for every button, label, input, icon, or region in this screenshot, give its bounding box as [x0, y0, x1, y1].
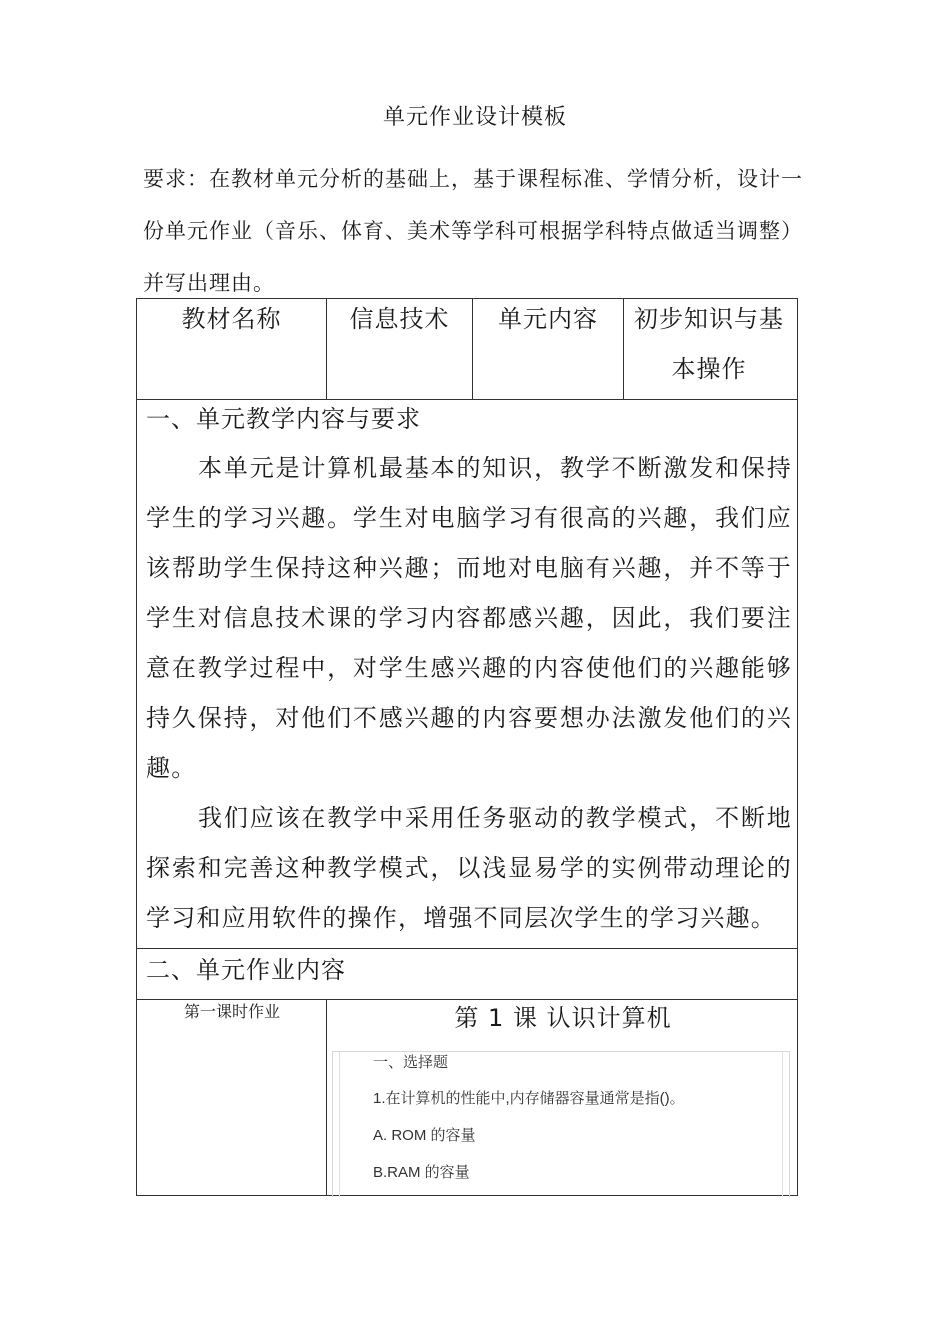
column-divider: [623, 299, 624, 399]
unit-content-label: 单元内容: [498, 305, 598, 333]
row-divider: [137, 999, 797, 1000]
unit-design-table: [136, 298, 798, 1196]
lesson-label: 第一课时作业: [183, 1002, 280, 1021]
page-title: 单元作业设计模板: [382, 105, 567, 130]
section-heading-teaching-content: 一、单元教学内容与要求: [146, 405, 421, 433]
option-b: B.RAM 的容量: [373, 1164, 470, 1181]
textbook-name-value: 信息技术: [349, 305, 450, 333]
paragraph-teaching-mode: 我们应该在教学中采用任务驱动的教学模式，不断地探索和完善这种教学模式，以浅显易学的实例带动理论的学习和应用软件的操作，增强不同层次学生的学习兴趣。: [146, 804, 792, 932]
option-a: A. ROM 的容量: [373, 1127, 476, 1144]
requirement-text: 要求：在教材单元分析的基础上，基于课程标准、学情分析，设计一份单元作业（音乐、体育、美术等学科可根据学科特点做适当调整）并写出理由。: [143, 167, 803, 295]
question-type-heading: 一、选择题: [373, 1054, 449, 1071]
unit-content-value: 初步知识与基本操作: [634, 305, 784, 383]
question-text: 1.在计算机的性能中,内存储器容量通常是指()。: [373, 1090, 685, 1107]
row-divider: [137, 948, 797, 949]
textbook-name-label: 教材名称: [181, 305, 282, 333]
lesson-title: 第 1 课 认识计算机: [454, 1004, 672, 1032]
question-box: [332, 1051, 790, 1197]
section-heading-homework-content: 二、单元作业内容: [146, 956, 346, 984]
paragraph-unit-description: 本单元是计算机最基本的知识，教学不断激发和保持学生的学习兴趣。学生对电脑学习有很高的兴趣，我们应该帮助学生保持这种兴趣；而地对电脑有兴趣，并不等于学生对信息技术课的学习内容都感兴趣，因此，我们要注意在教学过程中，对学生感兴趣的内容使他们的兴趣能够持久保持，对他们不感兴趣的内容要想办法激发他们的兴趣。: [146, 454, 792, 782]
